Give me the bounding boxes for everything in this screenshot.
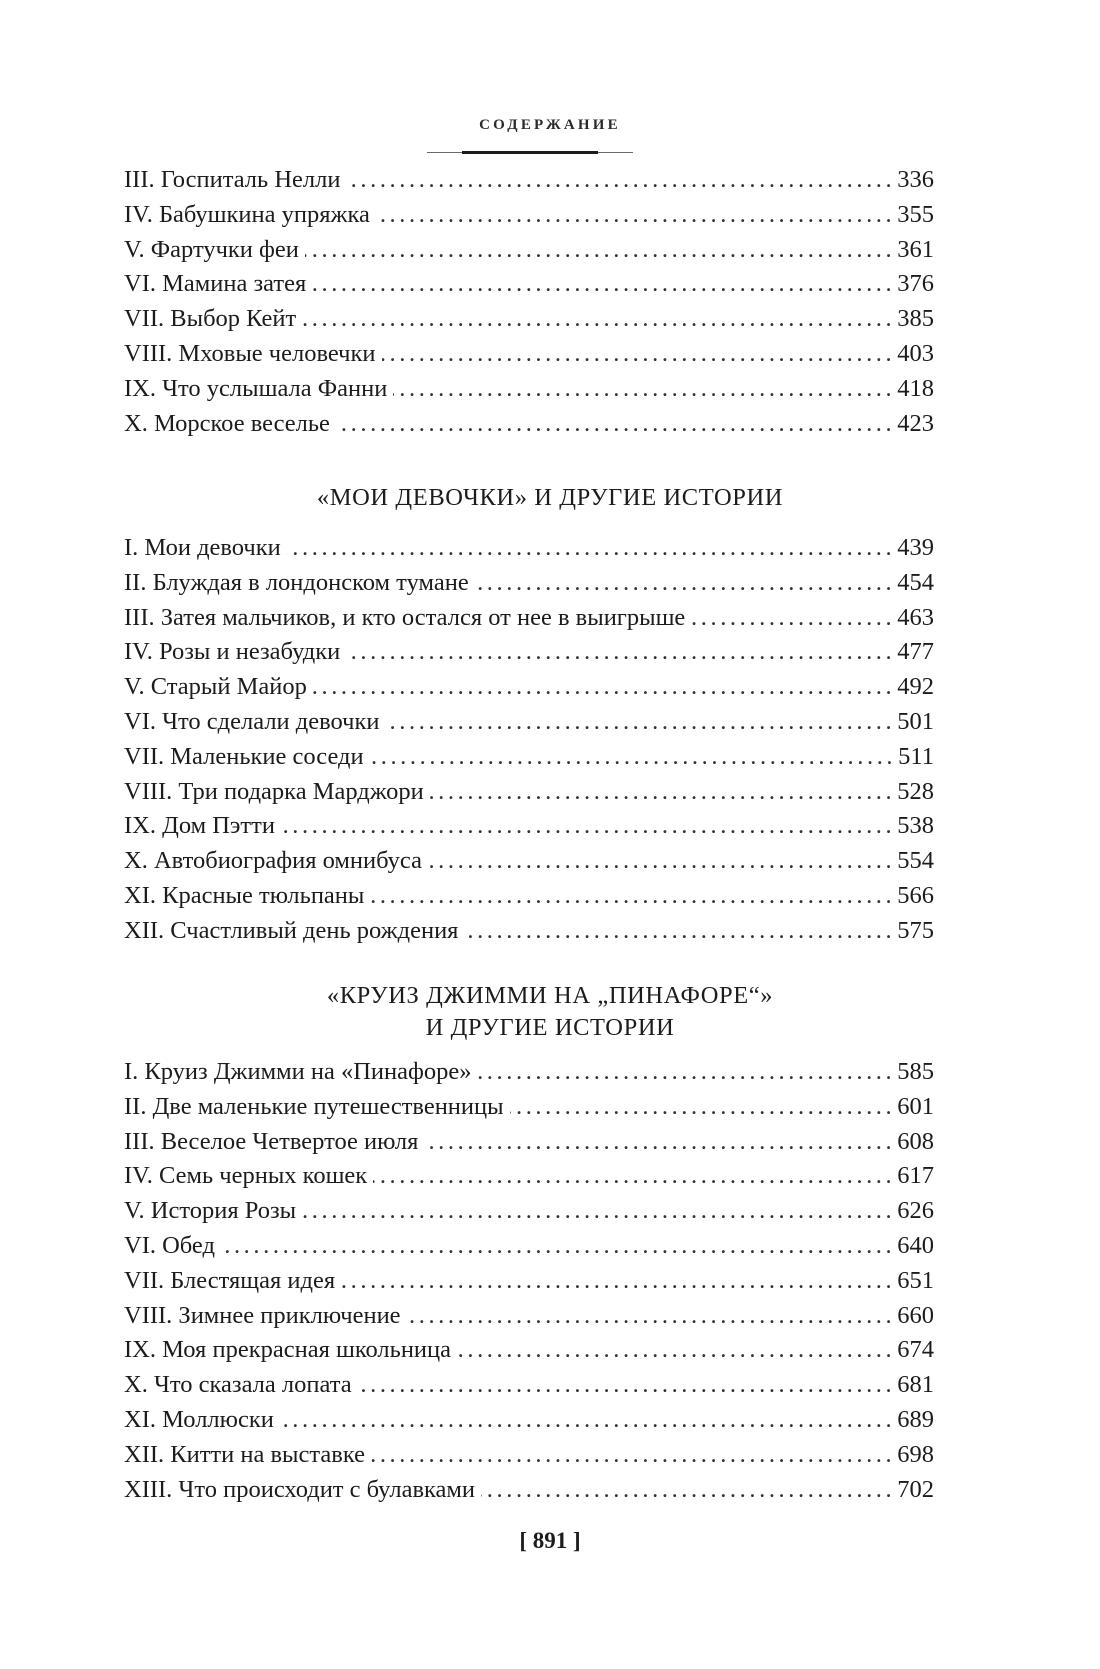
toc-entry-page: 477	[897, 638, 934, 666]
dot-leader	[393, 375, 895, 403]
toc-entry	[124, 375, 934, 410]
toc-entry-title: VIII. Зимнее приключение	[124, 1301, 401, 1329]
toc-entry-title: VII. Блестящая идея	[124, 1266, 336, 1294]
dot-leader	[280, 1406, 895, 1434]
toc-entry-page: 651	[897, 1266, 934, 1294]
toc-entry	[124, 1093, 934, 1128]
toc-entry	[124, 673, 934, 708]
toc-entry-page: 554	[897, 847, 934, 875]
toc-group-1	[124, 166, 934, 444]
dot-leader	[428, 847, 895, 875]
toc-entry	[124, 1197, 934, 1232]
toc-entry-title: X. Морское веселье	[124, 409, 330, 437]
toc-entry-title: X. Автобиография омнибуса	[124, 847, 422, 875]
toc-entry-title: XI. Красные тюльпаны	[124, 881, 365, 909]
dot-leader	[358, 1371, 896, 1399]
toc-entry-page: 403	[897, 339, 934, 367]
toc-entry	[124, 882, 934, 917]
toc-entry-page: 528	[897, 777, 934, 805]
dot-leader	[313, 673, 895, 701]
toc-entry	[124, 1058, 934, 1093]
toc-entry	[124, 638, 934, 673]
dot-leader	[312, 270, 895, 298]
toc-entry-page: 361	[897, 235, 934, 263]
toc-entry	[124, 534, 934, 569]
toc-entry	[124, 1371, 934, 1406]
toc-entry-page: 492	[897, 673, 934, 701]
toc-entry-page: 626	[897, 1197, 934, 1225]
toc-entry-title: IV. Розы и незабудки	[124, 638, 341, 666]
toc-entry-page: 702	[897, 1475, 934, 1503]
toc-entry	[124, 1336, 934, 1371]
dot-leader	[475, 569, 896, 597]
toc-entry	[124, 236, 934, 271]
section-heading-kruiz-line1: «КРУИЗ ДЖИММИ НА „ПИНАФОРЕ“»	[326, 982, 774, 1009]
dot-leader	[478, 1058, 896, 1086]
dot-leader	[481, 1476, 895, 1504]
toc-entry	[124, 569, 934, 604]
toc-entry	[124, 743, 934, 778]
toc-entry	[124, 1406, 934, 1441]
dot-leader	[346, 166, 895, 194]
toc-entry-title: VI. Что сделали девочки	[124, 707, 380, 735]
toc-entry-page: 640	[897, 1231, 934, 1259]
toc-entry	[124, 1128, 934, 1163]
toc-entry-page: 538	[897, 812, 934, 840]
dot-leader	[370, 743, 897, 771]
dot-leader	[305, 236, 895, 264]
toc-entry-title: VII. Маленькие соседи	[124, 742, 364, 770]
dot-leader	[373, 1162, 895, 1190]
toc-entry-title: III. Затея мальчиков, и кто остался от нее в выигрыше	[124, 603, 686, 631]
toc-entry-title: IX. Дом Пэтти	[124, 812, 275, 840]
dot-leader	[430, 778, 896, 806]
toc-entry-title: VII. Выбор Кейт	[124, 305, 297, 333]
dot-leader	[510, 1093, 896, 1121]
dot-leader	[371, 1441, 895, 1469]
toc-entry	[124, 1302, 934, 1337]
dot-leader	[221, 1232, 895, 1260]
toc-entry	[124, 778, 934, 813]
toc-entry-title: XIII. Что происходит с булавками	[124, 1475, 476, 1503]
toc-entry-title: III. Веселое Четвертое июля	[124, 1127, 419, 1155]
dot-leader	[382, 340, 896, 368]
toc-entry-title: I. Круиз Джимми на «Пинафоре»	[124, 1058, 472, 1085]
dot-leader	[407, 1302, 896, 1330]
toc-entry-page: 418	[897, 374, 934, 402]
toc-entry-page: 674	[897, 1336, 934, 1364]
toc-entry	[124, 201, 934, 236]
toc-entry	[124, 410, 934, 445]
toc-entry	[124, 1162, 934, 1197]
toc-entry-page: 660	[897, 1301, 934, 1329]
section-heading-moi-devochki: «МОИ ДЕВОЧКИ» И ДРУГИЕ ИСТОРИИ	[316, 484, 784, 511]
running-head: СОДЕРЖАНИЕ	[479, 117, 621, 133]
toc-entry-title: II. Две маленькие путешественницы	[124, 1092, 504, 1120]
running-head-rule-accent	[462, 151, 598, 154]
toc-entry-title: XII. Счастливый день рождения	[124, 916, 459, 944]
toc-entry-title: I. Мои девочки	[124, 534, 281, 561]
toc-entry-title: II. Блуждая в лондонском тумане	[124, 568, 469, 596]
toc-entry-title: IX. Что услышала Фанни	[124, 374, 388, 402]
toc-entry-page: 355	[897, 200, 934, 228]
toc-entry-page: 501	[897, 707, 934, 735]
toc-entry-page: 376	[897, 270, 934, 298]
toc-entry	[124, 917, 934, 952]
dot-leader	[370, 882, 895, 910]
toc-entry-page: 698	[897, 1440, 934, 1468]
toc-entry	[124, 1232, 934, 1267]
toc-entry	[124, 847, 934, 882]
dot-leader	[346, 638, 895, 666]
toc-entry-title: III. Госпиталь Нелли	[124, 166, 341, 193]
toc-entry-page: 608	[897, 1127, 934, 1155]
toc-entry-page: 617	[897, 1162, 934, 1190]
toc-entry-title: IV. Семь черных кошек	[124, 1162, 368, 1190]
toc-entry-page: 336	[897, 166, 934, 193]
toc-entry	[124, 1267, 934, 1302]
page-number: [ 891 ]	[519, 1528, 581, 1553]
toc-entry-title: XI. Моллюски	[124, 1405, 274, 1433]
toc-entry-title: VIII. Три подарка Марджори	[124, 777, 424, 805]
toc-entry-title: VI. Обед	[124, 1231, 215, 1259]
dot-leader	[302, 1197, 895, 1225]
dot-leader	[281, 812, 895, 840]
dot-leader	[376, 201, 895, 229]
toc-entry-title: XII. Китти на выставке	[124, 1440, 365, 1468]
toc-group-3	[124, 1058, 934, 1510]
toc-entry	[124, 604, 934, 639]
toc-entry-title: IX. Моя прекрасная школьница	[124, 1336, 452, 1364]
toc-entry-page: 511	[898, 742, 934, 770]
dot-leader	[691, 604, 895, 632]
toc-entry-title: V. История Розы	[124, 1197, 297, 1225]
toc-entry-title: V. Фартучки феи	[124, 235, 299, 263]
toc-entry-title: V. Старый Майор	[124, 673, 307, 701]
toc-entry-page: 681	[897, 1371, 934, 1399]
toc-entry-title: X. Что сказала лопата	[124, 1371, 352, 1399]
toc-entry-page: 585	[897, 1058, 934, 1085]
dot-leader	[464, 917, 895, 945]
dot-leader	[302, 305, 895, 333]
toc-entry-page: 575	[897, 916, 934, 944]
toc-entry	[124, 1476, 934, 1511]
toc-entry-page: 439	[897, 534, 934, 561]
toc-entry	[124, 340, 934, 375]
toc-entry	[124, 166, 934, 201]
toc-entry	[124, 1441, 934, 1476]
dot-leader	[385, 708, 895, 736]
dot-leader	[341, 1267, 895, 1295]
toc-entry	[124, 270, 934, 305]
toc-entry-page: 463	[897, 603, 934, 631]
toc-entry-page: 601	[897, 1092, 934, 1120]
toc-entry-page: 385	[897, 305, 934, 333]
toc-entry	[124, 305, 934, 340]
dot-leader	[287, 534, 895, 562]
toc-entry	[124, 812, 934, 847]
toc-entry-page: 689	[897, 1405, 934, 1433]
toc-entry-page: 423	[897, 409, 934, 437]
toc-entry-title: VIII. Мховые человечки	[124, 339, 376, 367]
toc-group-2	[124, 534, 934, 952]
dot-leader	[457, 1336, 895, 1364]
dot-leader	[336, 410, 895, 438]
toc-entry-page: 566	[897, 881, 934, 909]
toc-entry-title: VI. Мамина затея	[124, 270, 307, 298]
section-heading-kruiz-line2: И ДРУГИЕ ИСТОРИИ	[425, 1014, 675, 1041]
dot-leader	[424, 1128, 895, 1156]
toc-entry-page: 454	[897, 568, 934, 596]
toc-entry	[124, 708, 934, 743]
toc-entry-title: IV. Бабушкина упряжка	[124, 200, 370, 228]
